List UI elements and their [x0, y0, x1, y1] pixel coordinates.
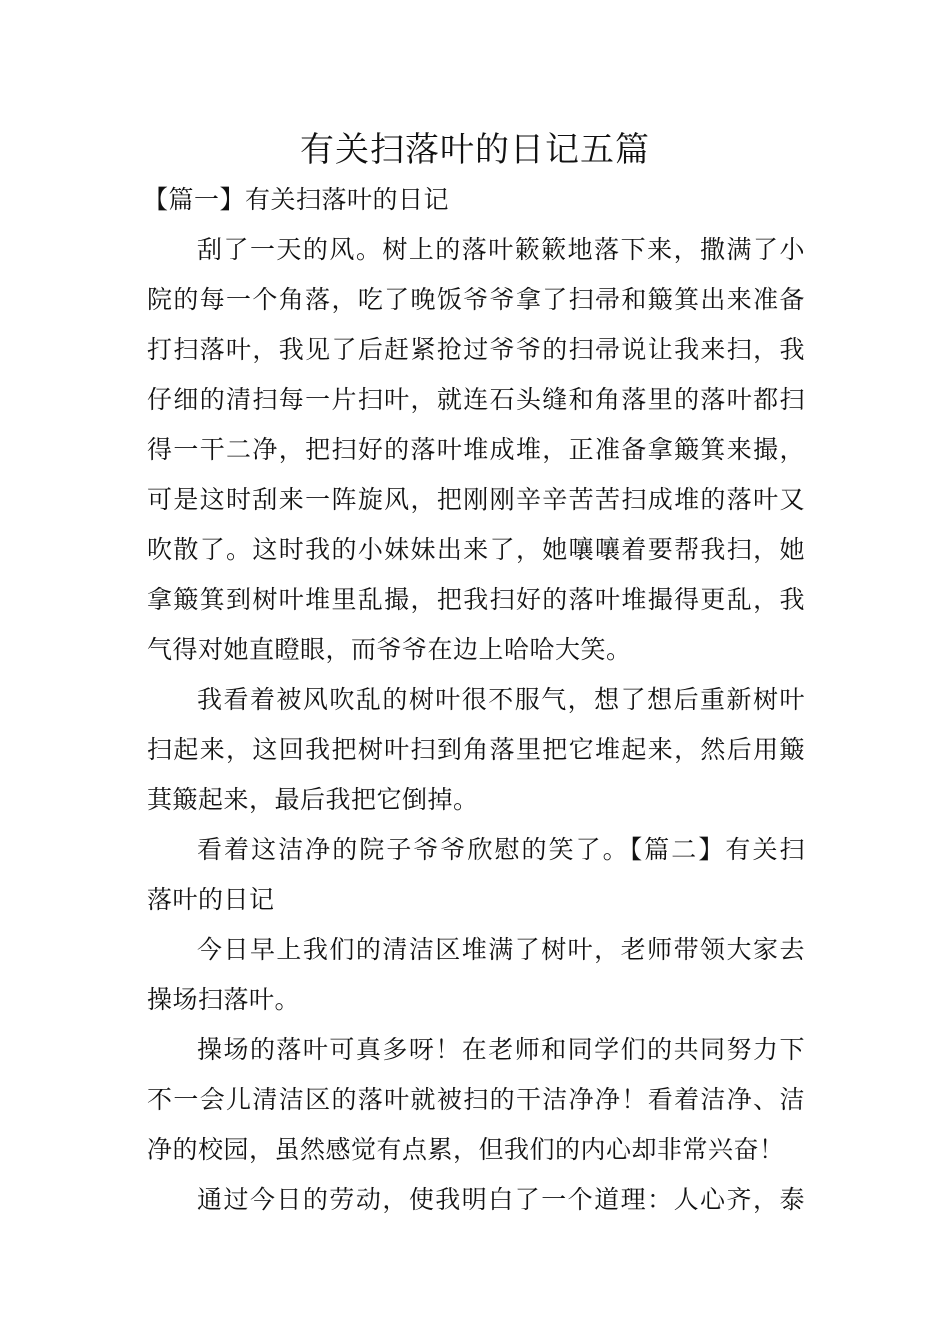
body-line: 仔细的清扫每一片扫叶，就连石头缝和角落里的落叶都扫: [147, 385, 805, 414]
body-line: 操场扫落叶。: [147, 985, 301, 1014]
body-line: 通过今日的劳动，使我明白了一个道理：人心齐，泰: [197, 1185, 805, 1214]
body-line: 刮了一天的风。树上的落叶簌簌地落下来，撒满了小: [197, 235, 805, 264]
body-line: 气得对她直瞪眼，而爷爷在边上哈哈大笑。: [147, 635, 632, 664]
body-line: 看着这洁净的院子爷爷欣慰的笑了。【篇二】有关扫: [197, 835, 805, 864]
body-line: 我看着被风吹乱的树叶很不服气，想了想后重新树叶: [197, 685, 805, 714]
body-line: 院的每一个角落，吃了晚饭爷爷拿了扫帚和簸箕出来准备: [147, 285, 805, 314]
document-title: 有关扫落叶的日记五篇: [300, 130, 650, 170]
body-line: 今日早上我们的清洁区堆满了树叶，老师带领大家去: [197, 935, 805, 964]
body-line: 打扫落叶，我见了后赶紧抢过爷爷的扫帚说让我来扫，我: [147, 335, 805, 364]
body-line: 不一会儿清洁区的落叶就被扫的干洁净净！看着洁净、洁: [147, 1085, 805, 1114]
body-line: 操场的落叶可真多呀！在老师和同学们的共同努力下: [197, 1035, 805, 1064]
section-heading: 【篇一】有关扫落叶的日记: [143, 185, 450, 214]
document-body: [143, 175, 805, 1225]
body-line: 落叶的日记: [147, 885, 275, 914]
body-line: 可是这时刮来一阵旋风，把刚刚辛辛苦苦扫成堆的落叶又: [147, 485, 805, 514]
body-line: 萁簸起来，最后我把它倒掉。: [147, 785, 479, 814]
body-line: 扫起来，这回我把树叶扫到角落里把它堆起来，然后用簸: [147, 735, 805, 764]
body-line: 吹散了。这时我的小妹妹出来了，她嚷嚷着要帮我扫，她: [147, 535, 805, 564]
body-line: 拿簸箕到树叶堆里乱撮，把我扫好的落叶堆撮得更乱，我: [147, 585, 805, 614]
body-line: 得一干二净，把扫好的落叶堆成堆，正准备拿簸箕来撮，: [147, 435, 805, 464]
body-line: 净的校园，虽然感觉有点累，但我们的内心却非常兴奋！: [147, 1135, 785, 1164]
